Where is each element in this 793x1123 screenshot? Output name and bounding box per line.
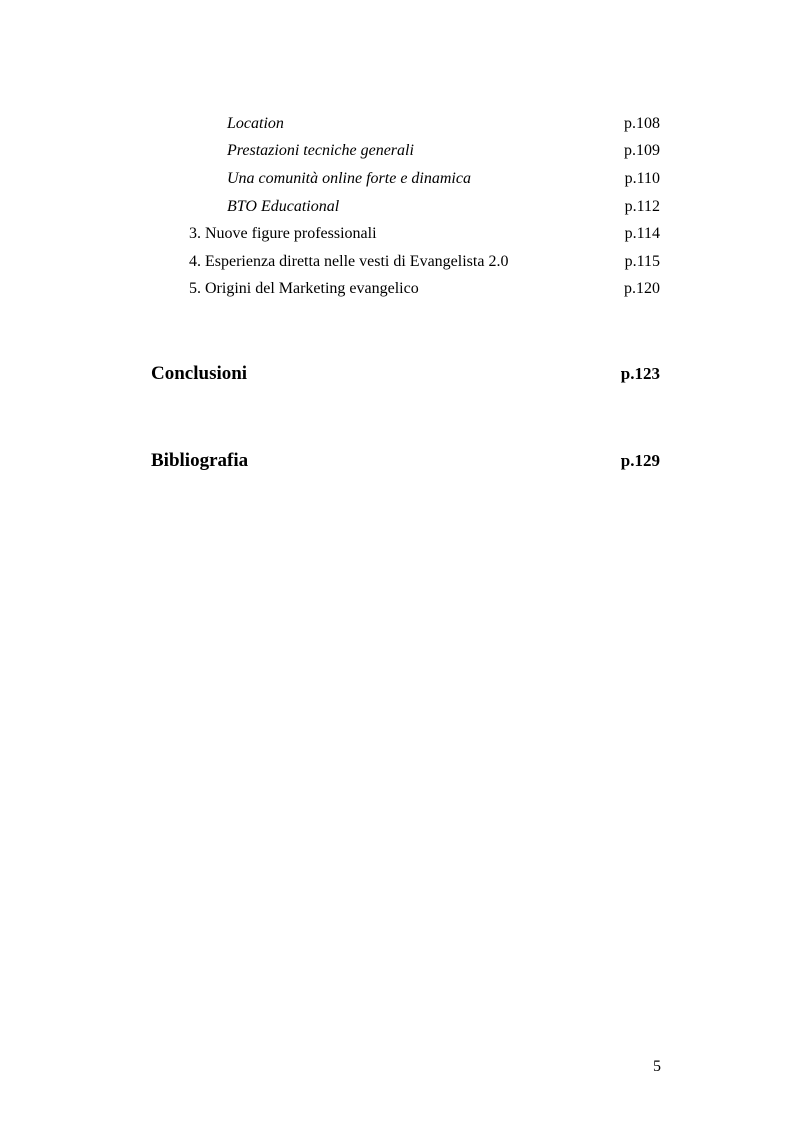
toc-chapter-bibliografia — [151, 451, 660, 471]
page-number: 5 — [653, 1058, 661, 1075]
toc-entry-label: Prestazioni tecniche generali — [227, 142, 414, 159]
toc-entry-label: 4. Esperienza diretta nelle vesti di Evangelista 2.0 — [189, 253, 509, 270]
toc-entry-page: p.120 — [624, 280, 660, 297]
toc-entry-label: Location — [227, 115, 284, 132]
toc-entry-page: p.112 — [624, 198, 660, 215]
toc-entry-label: 5. Origini del Marketing evangelico — [189, 280, 419, 297]
toc-entry-label: Una comunità online forte e dinamica — [227, 170, 471, 187]
toc-chapter-label: Conclusioni — [151, 363, 248, 384]
toc-chapter-page: p.123 — [620, 364, 660, 383]
toc-entry-nuove-figure — [189, 224, 660, 244]
toc-entry-label: 3. Nuove figure professionali — [189, 225, 377, 242]
toc-entry-origini-marketing — [189, 279, 660, 299]
toc-entry-comunita-online — [227, 169, 660, 189]
toc-entry-page: p.110 — [624, 170, 660, 187]
toc-entry-page: p.114 — [624, 225, 660, 242]
toc-entry-page: p.108 — [624, 115, 660, 132]
toc-entry-label: BTO Educational — [227, 198, 340, 215]
toc-entry-esperienza-diretta — [189, 252, 660, 272]
toc-entry-location — [227, 114, 660, 134]
toc-entry-page: p.115 — [624, 253, 660, 270]
toc-entry-bto-educational — [227, 197, 660, 217]
toc-chapter-conclusioni — [151, 364, 660, 384]
toc-chapter-page: p.129 — [620, 451, 660, 470]
toc-chapter-label: Bibliografia — [151, 450, 249, 471]
toc-entry-prestazioni — [227, 141, 660, 161]
toc-entry-page: p.109 — [624, 142, 660, 159]
